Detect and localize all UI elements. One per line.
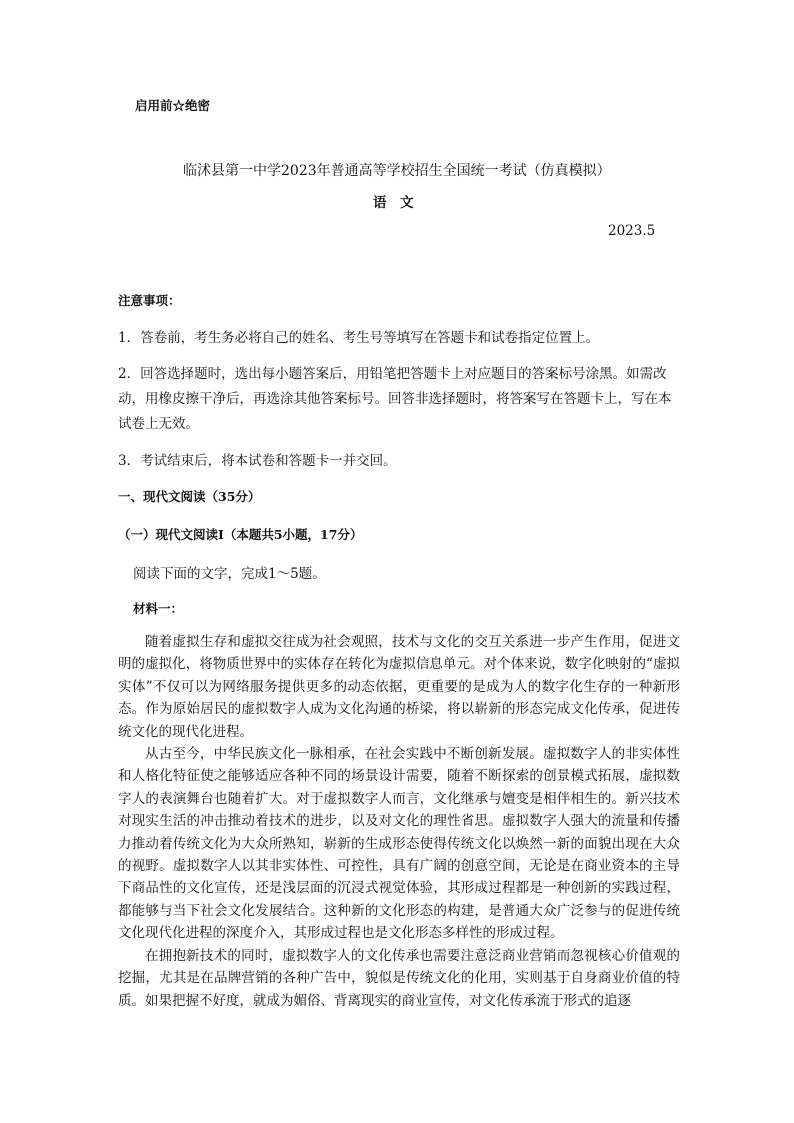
section-heading: 一、现代文阅读（35分）	[118, 489, 261, 504]
notice-heading: 注意事项：	[118, 293, 181, 308]
material-paragraph-1: 随着虚拟生存和虚拟交往成为社会观照，技术与文化的交互关系进一步产生作用，促进文明的虚拟化，将物质世界中的实体存在转化为虚拟信息单元。对个体来说，数字化映射的“虚拟实体”不仅可以为网络服务提供更多的动态依据，更重要的是成为人的数字化生存的一种新形态。作为原始居民的虚拟数字人成为文化沟通的桥梁，将以崭新的形态完成文化传承，促进传统文化的现代化进程。	[118, 634, 680, 740]
material-label: 材料一：	[133, 601, 184, 616]
exam-title: 临沭县第一中学2023年普通高等学校招生全国统一考试（仿真模拟）	[183, 163, 611, 179]
notice-item-1: 1．答卷前，考生务必将自己的姓名、考生号等填写在答题卡和试卷指定位置上。	[118, 330, 600, 346]
notice-item-2: 2．回答选择题时，选出每小题答案后，用铅笔把答题卡上对应题目的答案标号涂黑。如需改动，用橡皮擦干净后，再选涂其他答案标号。回答非选择题时，将答案写在答题卡上，写在本试卷上无效。	[118, 366, 672, 432]
reading-instruction: 阅读下面的文字，完成1～5题。	[133, 566, 326, 582]
material-body	[118, 631, 680, 1012]
material-paragraph-3: 在拥抱新技术的同时，虚拟数字人的文化传承也需要注意泛商业营销而忽视核心价值观的挖掘，尤其是在品牌营销的各种广告中，貌似是传统文化的化用，实则基于自身商业价值的特质。如果把握不好度，就成为媚俗、背离现实的商业宣传，对文化传承流于形式的追逐	[118, 947, 680, 1009]
notice-item-3: 3．考试结束后，将本试卷和答题卡一并交回。	[118, 453, 397, 469]
material-paragraph-2: 从古至今，中华民族文化一脉相承，在社会实践中不断创新发展。虚拟数字人的非实体性和人格化特征使之能够适应各种不同的场景设计需要，随着不断探索的创景模式拓展，虚拟数字人的表演舞台也随着扩大。对于虚拟数字人而言，文化继承与嬗变是相伴相生的。新兴技术对现实生活的冲击推动着技术的进步，以及对文化的理性省思。虚拟数字人强大的流量和传播力推动着传统文化为大众所熟知，崭新的生成形态使得传统文化以焕然一新的面貌出现在大众的视野。虚拟数字人以其非实体性、可控性，具有广阔的创意空间，无论是在商业资本的主导下商品性的文化宣传，还是浅层面的沉浸式视觉体验，其形成过程都是一种创新的实践过程，都能够与当下社会文化发展结合。这种新的文化形态的构建，是普通大众广泛参与的促进传统文化现代化进程的深度介入，其形成过程也是文化形态多样性的形成过程。	[118, 746, 680, 942]
exam-date: 2023.5	[608, 223, 656, 239]
subject-title: 语 文	[373, 195, 414, 211]
secret-mark: 启用前☆绝密	[135, 98, 211, 113]
subsection-heading: （一）现代文阅读Ⅰ（本题共5小题，17分）	[118, 527, 363, 542]
